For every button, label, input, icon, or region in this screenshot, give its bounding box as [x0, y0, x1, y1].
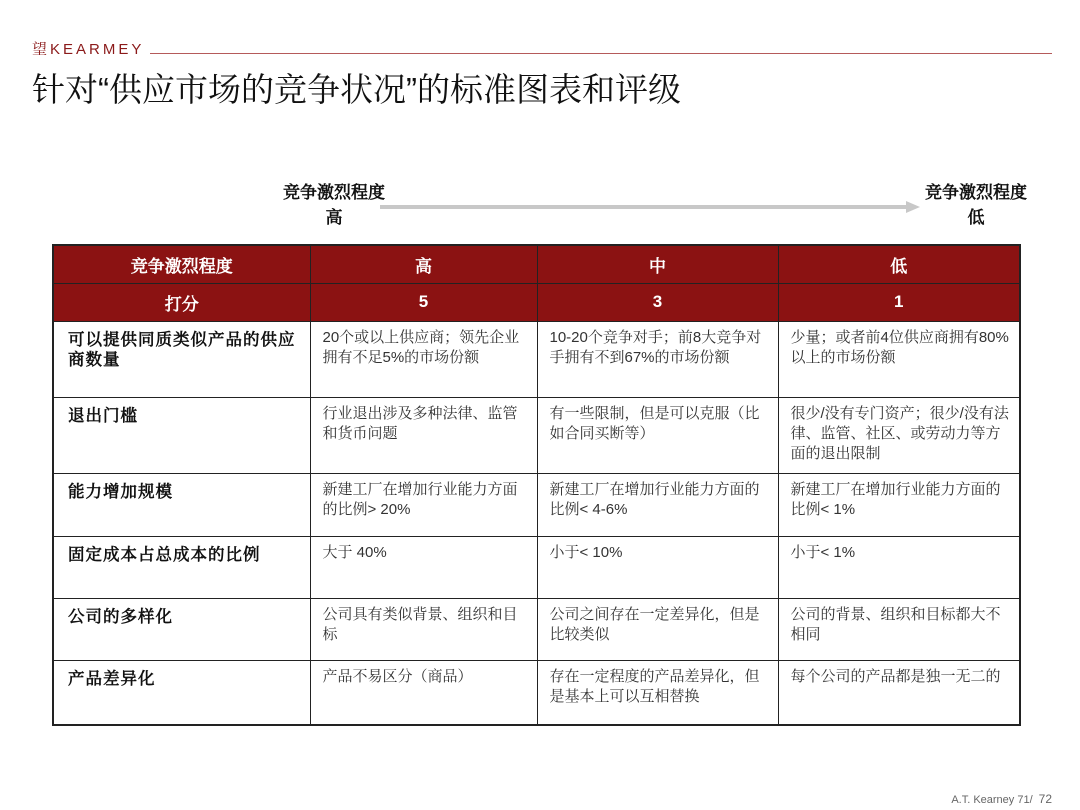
table-row [53, 474, 1020, 536]
table-header-row [53, 245, 1020, 283]
score-cell: 3 [537, 283, 778, 321]
score-cell: 5 [310, 283, 537, 321]
table-cell: 每个公司的产品都是独一无二的 [778, 661, 1020, 725]
table-cell: 产品不易区分（商品） [310, 661, 537, 725]
table-cell: 小于< 10% [537, 536, 778, 598]
table-cell: 10-20个竞争对手；前8大竞争对手拥有不到67%的市场份额 [537, 321, 778, 397]
criterion-label: 公司的多样化 [53, 598, 310, 660]
scale-right-line2: 低 [967, 208, 985, 227]
table-cell: 新建工厂在增加行业能力方面的比例< 1% [778, 474, 1020, 536]
table-cell: 有一些限制，但是可以克服（比如合同买断等） [537, 398, 778, 474]
page-footer [951, 792, 1052, 806]
rating-table [52, 244, 1021, 726]
table-cell: 公司的背景、组织和目标都大不相同 [778, 598, 1020, 660]
table-cell: 小于< 1% [778, 536, 1020, 598]
table-cell: 20个或以上供应商；领先企业拥有不足5%的市场份额 [310, 321, 537, 397]
header-rule [150, 53, 1052, 54]
page-title: 针对“供应市场的竞争状况”的标准图表和评级 [32, 71, 681, 108]
scale-right-line1: 竞争激烈程度 [925, 183, 1027, 202]
table-cell: 新建工厂在增加行业能力方面的比例> 20% [310, 474, 537, 536]
score-cell: 打分 [53, 283, 310, 321]
table-cell: 公司之间存在一定差异化，但是比较类似 [537, 598, 778, 660]
table-row [53, 536, 1020, 598]
scale-label-low [914, 180, 1038, 230]
table-cell: 公司具有类似背景、组织和目标 [310, 598, 537, 660]
footer-text: A.T. Kearney 71/ [951, 794, 1033, 806]
table-row [53, 321, 1020, 397]
header-cell: 低 [778, 245, 1020, 283]
score-cell: 1 [778, 283, 1020, 321]
scale-left-line1: 竞争激烈程度 [283, 183, 385, 202]
criterion-label: 固定成本占总成本的比例 [53, 536, 310, 598]
scale-left-line2: 高 [325, 208, 343, 227]
criterion-label: 产品差异化 [53, 661, 310, 725]
table-cell: 很少/没有专门资产；很少/没有法律、监管、社区、或劳动力等方面的退出限制 [778, 398, 1020, 474]
header-cell: 竞争激烈程度 [53, 245, 310, 283]
criterion-label: 能力增加规模 [53, 474, 310, 536]
table-row [53, 661, 1020, 725]
table-cell: 行业退出涉及多种法律、监管和货币问题 [310, 398, 537, 474]
table-cell: 新建工厂在增加行业能力方面的比例< 4-6% [537, 474, 778, 536]
scale-label-high [272, 180, 396, 230]
table-row [53, 598, 1020, 660]
criterion-label: 可以提供同质类似产品的供应商数量 [53, 321, 310, 397]
scale-arrow [380, 200, 920, 214]
score-row [53, 283, 1020, 321]
table-cell: 少量；或者前4位供应商拥有80%以上的市场份额 [778, 321, 1020, 397]
page-number: 72 [1038, 792, 1052, 806]
criterion-label: 退出门槛 [53, 398, 310, 474]
table-row [53, 398, 1020, 474]
header-cell: 高 [310, 245, 537, 283]
table-cell: 存在一定程度的产品差异化，但是基本上可以互相替换 [537, 661, 778, 725]
header-cell: 中 [537, 245, 778, 283]
logo: 望KEARMEY [32, 41, 145, 58]
table-cell: 大于 40% [310, 536, 537, 598]
